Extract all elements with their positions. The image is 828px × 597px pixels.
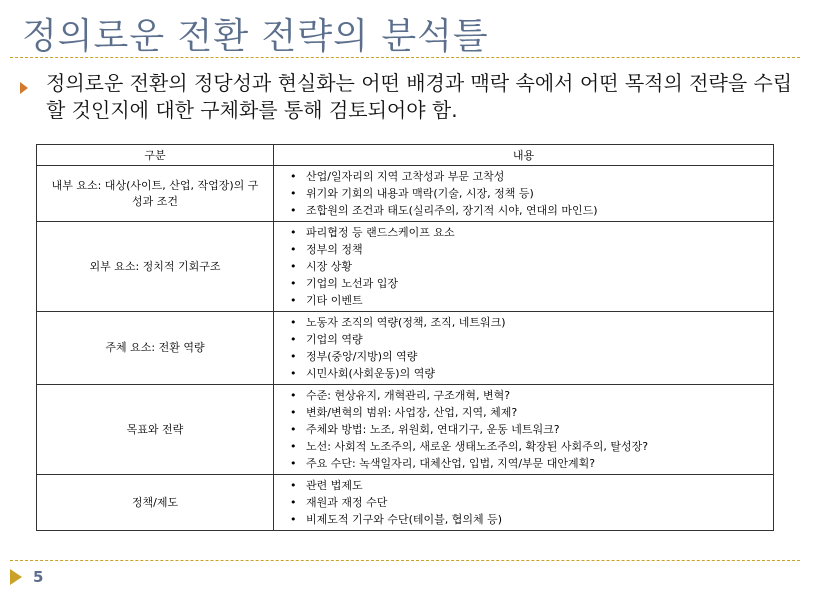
row-content (274, 166, 774, 222)
row-key: 목표와 전략 (37, 385, 274, 475)
list-item: • 정부의 정책 (290, 241, 767, 258)
list-item: • 기업의 노선과 입장 (290, 275, 767, 292)
bullet-list (278, 224, 767, 309)
list-item: • 시민사회(사회운동)의 역량 (290, 365, 767, 382)
list-item: • 위기와 기회의 내용과 맥락(기술, 시장, 정책 등) (290, 185, 767, 202)
list-item: • 비제도적 기구와 수단(테이블, 협의체 등) (290, 511, 767, 528)
row-content (274, 385, 774, 475)
row-content (274, 222, 774, 312)
header-category: 구분 (37, 145, 274, 166)
row-key: 주체 요소: 전환 역량 (37, 312, 274, 385)
list-item: • 수준: 현상유지, 개혁관리, 구조개혁, 변혁? (290, 387, 767, 404)
triangle-bullet-icon (20, 82, 28, 94)
footer-triangle-icon (10, 569, 22, 585)
list-item: • 관련 법제도 (290, 477, 767, 494)
page-number: 5 (33, 568, 44, 586)
intro-text: 정의로운 전환의 정당성과 현실화는 어떤 배경과 맥락 속에서 어떤 목적의 전략을 수립할 것인지에 대한 구체화를 통해 검토되어야 함. (46, 71, 793, 122)
list-item: • 주요 수단: 녹색일자리, 대체산업, 입법, 지역/부문 대안계획? (290, 455, 767, 472)
list-item: • 주체와 방법: 노조, 위원회, 연대기구, 운동 네트워크? (290, 421, 767, 438)
list-item: • 파리협정 등 랜드스케이프 요소 (290, 224, 767, 241)
bullet-list (278, 387, 767, 472)
list-item: • 시장 상황 (290, 258, 767, 275)
row-key: 정책/제도 (37, 475, 274, 531)
bullet-list (278, 168, 767, 219)
row-content (274, 312, 774, 385)
list-item: • 기업의 역량 (290, 331, 767, 348)
row-key: 외부 요소: 정치적 기회구조 (37, 222, 274, 312)
analysis-table (36, 144, 774, 531)
row-content (274, 475, 774, 531)
table-header-row (37, 145, 774, 166)
list-item: • 조합원의 조건과 태도(실리주의, 장기적 시야, 연대의 마인드) (290, 202, 767, 219)
row-key: 내부 요소: 대상(사이트, 산업, 작업장)의 구성과 조건 (37, 166, 274, 222)
table-row (37, 166, 774, 222)
table-row (37, 385, 774, 475)
slide-title: 정의로운 전환 전략의 분석틀 (22, 16, 489, 57)
top-divider (10, 57, 800, 58)
list-item: • 기타 이벤트 (290, 292, 767, 309)
list-item: • 정부(중앙/지방)의 역량 (290, 348, 767, 365)
header-content: 내용 (274, 145, 774, 166)
list-item: • 산업/일자리의 지역 고착성과 부문 고착성 (290, 168, 767, 185)
bullet-list (278, 314, 767, 382)
list-item: • 노동자 조직의 역량(정책, 조직, 네트워크) (290, 314, 767, 331)
bullet-list (278, 477, 767, 528)
list-item: • 재원과 재정 수단 (290, 494, 767, 511)
list-item: • 노선: 사회적 노조주의, 새로운 생태노조주의, 확장된 사회주의, 탈성장? (290, 438, 767, 455)
table-row (37, 475, 774, 531)
bottom-divider (10, 560, 800, 561)
table-row (37, 312, 774, 385)
table-row (37, 222, 774, 312)
list-item: • 변화/변혁의 범위: 사업장, 산업, 지역, 체제? (290, 404, 767, 421)
